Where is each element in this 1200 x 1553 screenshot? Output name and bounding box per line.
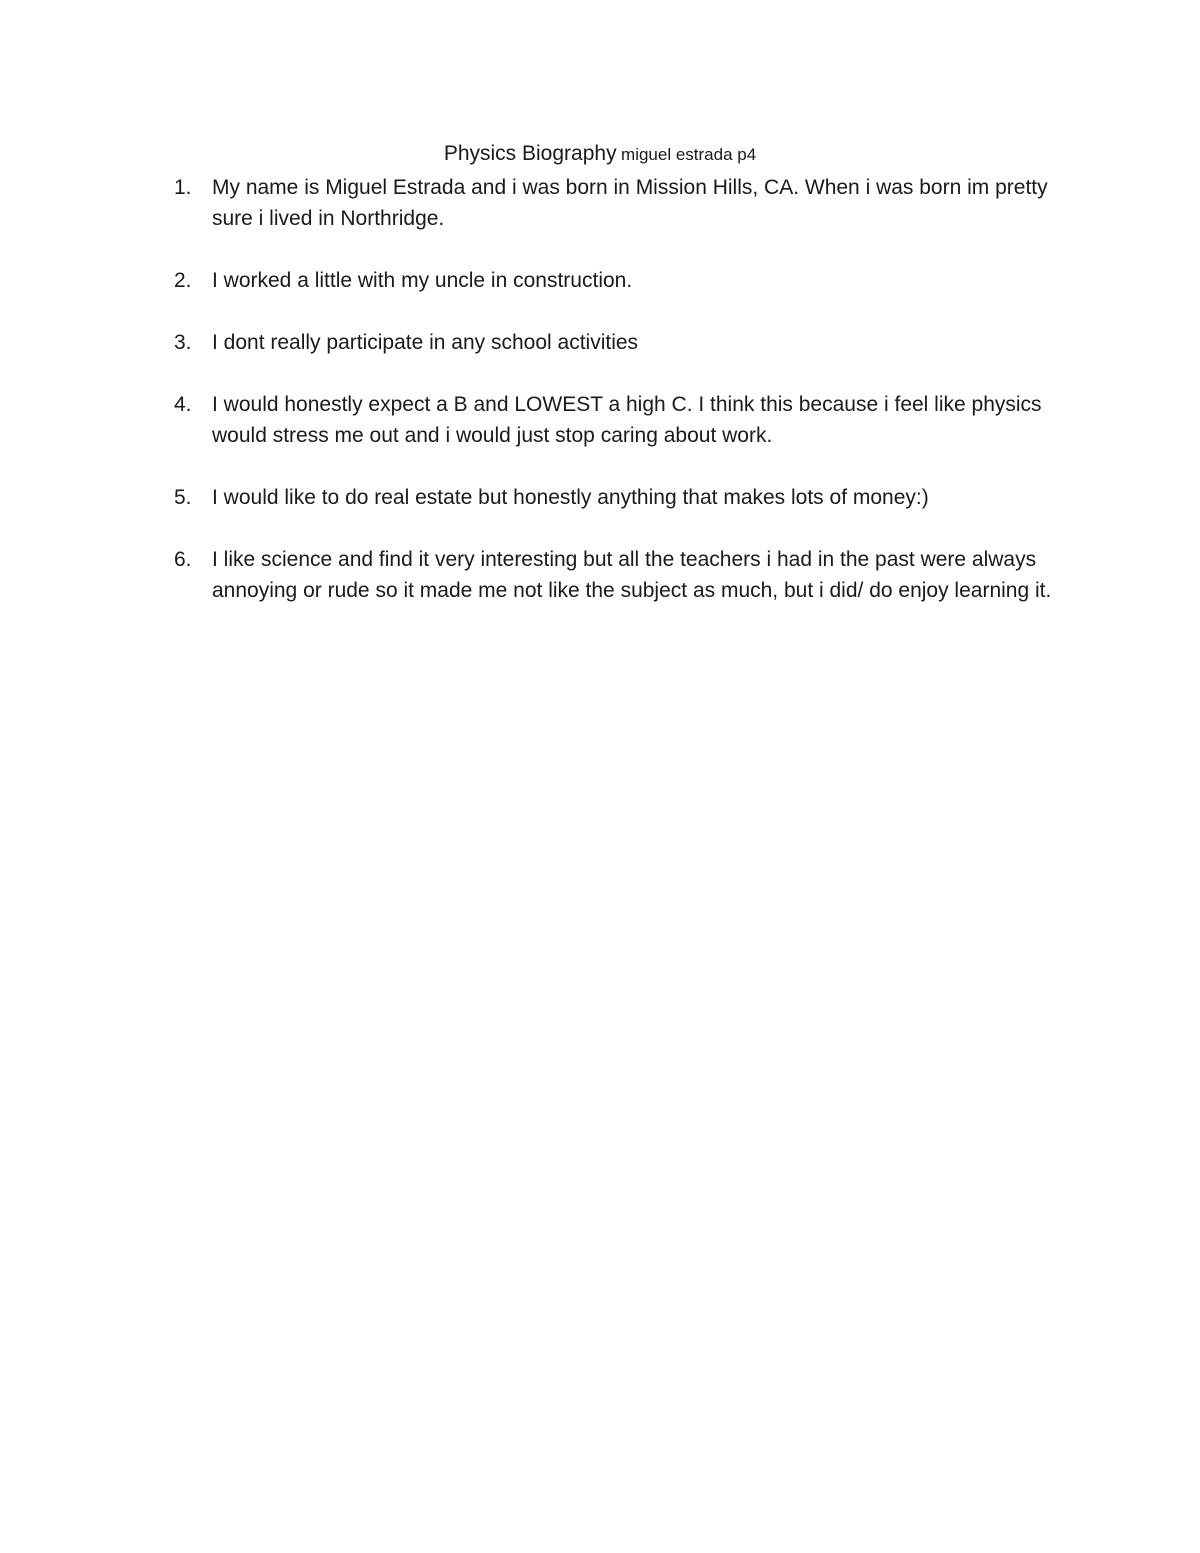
list-item	[174, 327, 1074, 358]
list-item	[174, 265, 1074, 296]
answer-list	[174, 172, 1074, 637]
list-item	[174, 482, 1074, 513]
list-item	[174, 172, 1074, 234]
document-title: Physics Biography	[443, 142, 617, 165]
list-item-text: I worked a little with my uncle in construction.	[212, 269, 633, 292]
list-item-number: 3.	[174, 331, 192, 354]
list-item-text: I dont really participate in any school activities	[212, 331, 639, 354]
list-item	[174, 544, 1074, 606]
document-subtitle: miguel estrada p4	[621, 145, 757, 164]
list-item	[174, 389, 1074, 451]
list-item-number: 6.	[174, 548, 192, 571]
document-title-line	[0, 142, 1200, 166]
list-item-number: 5.	[174, 486, 192, 509]
list-item-number: 4.	[174, 393, 192, 416]
list-item-text: I would honestly expect a B and LOWEST a high C. I think this because i feel like physics would stress me out and i would just stop caring about work.	[212, 393, 1042, 447]
list-item-text: I like science and find it very interesting but all the teachers i had in the past were always annoying or rude so it made me not like the subject as much, but i did/ do enjoy learning it.	[212, 548, 1052, 602]
list-item-number: 2.	[174, 269, 192, 292]
list-item-text: My name is Miguel Estrada and i was born in Mission Hills, CA. When i was born im pretty sure i lived in Northridge.	[212, 176, 1048, 230]
list-item-number: 1.	[174, 176, 192, 199]
list-item-text: I would like to do real estate but honestly anything that makes lots of money:)	[212, 486, 929, 509]
